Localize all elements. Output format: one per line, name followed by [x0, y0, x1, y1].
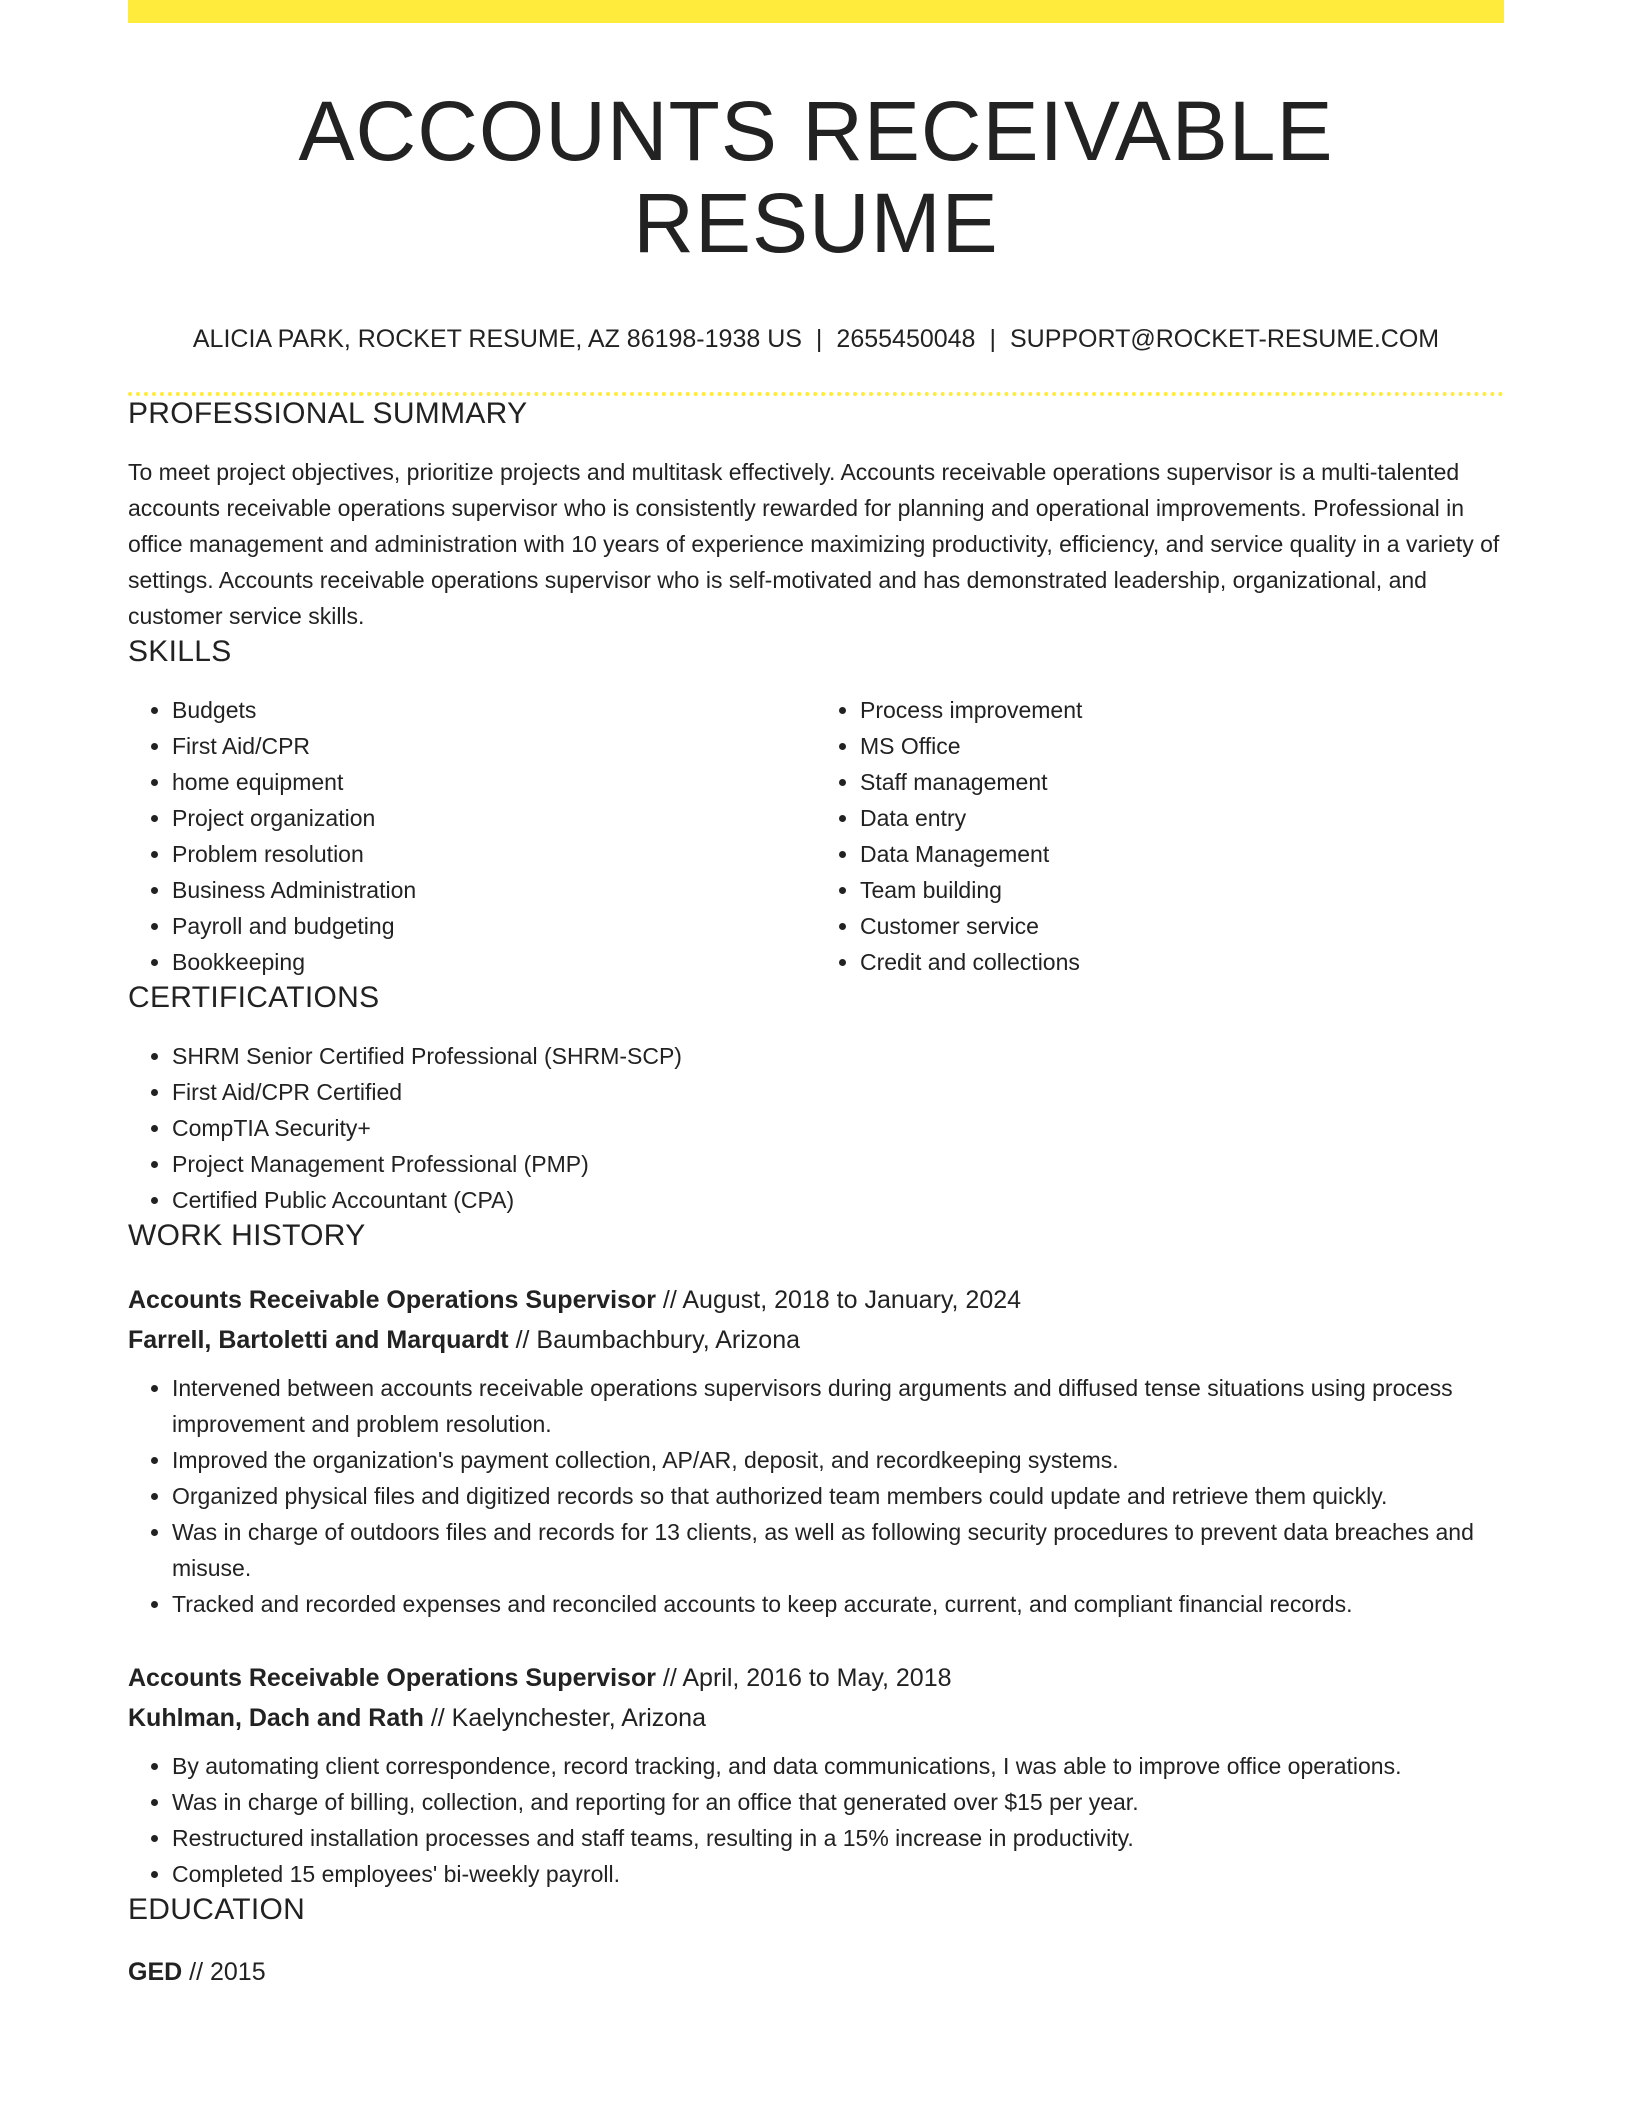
list-item: • Staff management	[860, 764, 1504, 800]
education-separator: //	[182, 1957, 210, 1986]
contact-email: SUPPORT@ROCKET-RESUME.COM	[1009, 324, 1440, 353]
list-item: • By automating client correspondence, record tracking, and data communications, I was able to improve office operations.	[172, 1748, 1504, 1784]
list-item: • Organized physical files and digitized records so that authorized team members could update and retrieve them quickly.	[172, 1478, 1504, 1514]
job-dates: August, 2018 to January, 2024	[682, 1285, 1022, 1314]
job-separator: //	[423, 1703, 452, 1732]
contact-line	[128, 324, 1504, 354]
work-history-heading: WORK HISTORY	[128, 1218, 366, 1252]
list-item: • Data Management	[860, 836, 1504, 872]
list-item: • Process improvement	[860, 692, 1504, 728]
skills-columns	[128, 692, 1504, 980]
education-section	[128, 1892, 1504, 1992]
job-separator: //	[655, 1285, 683, 1314]
job-bullets	[128, 1370, 1504, 1622]
list-item: • Project Management Professional (PMP)	[172, 1146, 1504, 1182]
contact-phone: 2655450048	[836, 324, 976, 353]
summary-text: To meet project objectives, prioritize projects and multitask effectively. Accounts receivable operations supervisor is a multi-talented accounts receivable operations supervisor who is consistently rewarded for planning and operational improvements. Professional in office management and administration with 10 years of experience maximizing productivity, efficiency, and service quality in a variety of settings. Accounts receivable operations supervisor who is self-motivated and has demonstrated leadership, organizational, and customer service skills.	[128, 458, 1500, 629]
job-separator: //	[508, 1325, 537, 1354]
list-item: • Tracked and recorded expenses and reconciled accounts to keep accurate, current, and compliant financial records.	[172, 1586, 1504, 1622]
job-role: Accounts Receivable Operations Supervisor	[128, 1663, 656, 1692]
job-title-line	[128, 1280, 1504, 1320]
job-location: Kaelynchester, Arizona	[451, 1703, 706, 1732]
list-item: • Intervened between accounts receivable operations supervisors during arguments and diffused tense situations using process improvement and problem resolution.	[172, 1370, 1504, 1442]
list-item: • Budgets	[172, 692, 816, 728]
job-entry	[128, 1280, 1504, 1622]
contact-separator: |	[989, 324, 996, 353]
list-item: • Completed 15 employees' bi-weekly payroll.	[172, 1856, 1504, 1892]
list-item: • Was in charge of outdoors files and records for 13 clients, as well as following security procedures to prevent data breaches and misuse.	[172, 1514, 1504, 1586]
job-bullets	[128, 1748, 1504, 1892]
list-item: • Credit and collections	[860, 944, 1504, 980]
list-item: • Data entry	[860, 800, 1504, 836]
list-item: • Improved the organization's payment collection, AP/AR, deposit, and recordkeeping systems.	[172, 1442, 1504, 1478]
job-company-line	[128, 1698, 1504, 1738]
contact-address: ALICIA PARK, ROCKET RESUME, AZ 86198-1938 US	[192, 324, 802, 353]
list-item: • Bookkeeping	[172, 944, 816, 980]
contact-separator: |	[815, 324, 823, 353]
list-item: • SHRM Senior Certified Professional (SHRM-SCP)	[172, 1038, 1504, 1074]
list-item: • First Aid/CPR	[172, 728, 816, 764]
work-history-section	[128, 1218, 1504, 1892]
certifications-heading: CERTIFICATIONS	[128, 980, 380, 1014]
job-dates: April, 2016 to May, 2018	[682, 1663, 952, 1692]
job-role: Accounts Receivable Operations Supervisor	[128, 1285, 656, 1314]
list-item: • Customer service	[860, 908, 1504, 944]
list-item: • Problem resolution	[172, 836, 816, 872]
job-separator: //	[655, 1663, 683, 1692]
resume-title: ACCOUNTS RECEIVABLE RESUME	[298, 84, 1334, 271]
certifications-section	[128, 980, 1504, 1218]
summary-heading: PROFESSIONAL SUMMARY	[128, 396, 528, 430]
skills-heading: SKILLS	[128, 634, 232, 668]
list-item: • Restructured installation processes and staff teams, resulting in a 15% increase in productivity.	[172, 1820, 1504, 1856]
job-entry	[128, 1658, 1504, 1892]
list-item: • Certified Public Accountant (CPA)	[172, 1182, 1504, 1218]
accent-bar	[128, 0, 1504, 23]
skills-left-list	[128, 692, 816, 980]
list-item: • Business Administration	[172, 872, 816, 908]
job-location: Baumbachbury, Arizona	[536, 1325, 800, 1354]
job-company: Kuhlman, Dach and Rath	[128, 1703, 424, 1732]
list-item: • Was in charge of billing, collection, and reporting for an office that generated over $15 per year.	[172, 1784, 1504, 1820]
skills-right-list	[816, 692, 1504, 980]
list-item: • CompTIA Security+	[172, 1110, 1504, 1146]
education-year: 2015	[209, 1957, 266, 1986]
list-item: • Project organization	[172, 800, 816, 836]
list-item: • First Aid/CPR Certified	[172, 1074, 1504, 1110]
education-heading: EDUCATION	[128, 1892, 306, 1926]
list-item: • Payroll and budgeting	[172, 908, 816, 944]
job-company-line	[128, 1320, 1504, 1360]
summary-section	[128, 396, 1504, 634]
education-entry	[128, 1952, 1504, 1992]
list-item: • MS Office	[860, 728, 1504, 764]
skills-section	[128, 634, 1504, 980]
list-item: • home equipment	[172, 764, 816, 800]
job-title-line	[128, 1658, 1504, 1698]
jobs-list	[128, 1280, 1504, 1892]
resume-page	[128, 0, 1504, 1992]
list-item: • Team building	[860, 872, 1504, 908]
job-company: Farrell, Bartoletti and Marquardt	[128, 1325, 509, 1354]
certifications-list	[128, 1038, 1504, 1218]
education-degree: GED	[128, 1957, 183, 1986]
